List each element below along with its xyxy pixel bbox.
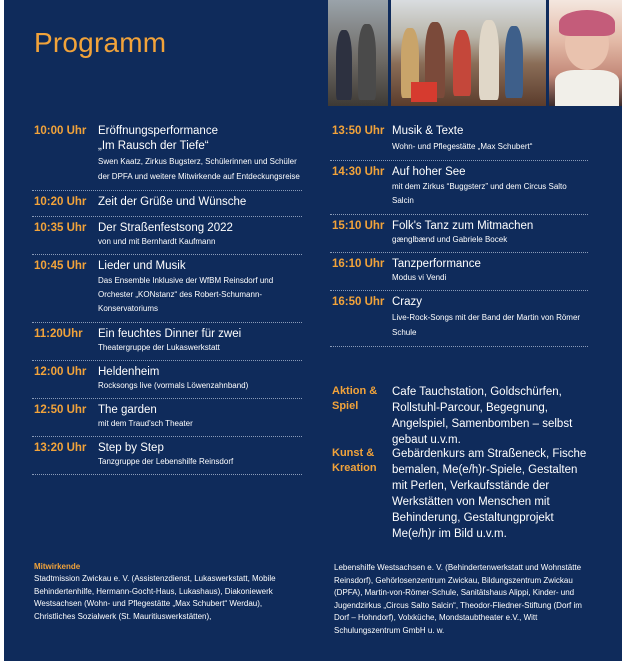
- entry-time: 10:20 Uhr: [34, 196, 87, 208]
- entry-description: Live-Rock-Songs mit der Band der Martin von Römer Schule: [392, 313, 581, 337]
- entry-time: 10:00 Uhr: [34, 125, 87, 137]
- schedule-entry: [32, 399, 302, 437]
- entry-title: Tanzperformance: [392, 258, 481, 270]
- entry-time: 16:10 Uhr: [332, 258, 385, 270]
- entry-title: Zeit der Grüße und Wünsche: [98, 196, 247, 208]
- schedule-entry: [330, 253, 588, 291]
- schedule-entry: [32, 361, 302, 399]
- kunst-label: Kunst & Kreation: [332, 447, 377, 474]
- entry-time: 16:50 Uhr: [332, 296, 385, 308]
- entry-subtitle: „Im Rausch der Tiefe“: [98, 140, 209, 152]
- entry-time: 12:00 Uhr: [34, 366, 87, 378]
- entry-title: Heldenheim: [98, 366, 160, 378]
- schedule-entry: [32, 217, 302, 255]
- aktion-section: [330, 384, 588, 448]
- photo-street-performers: [328, 0, 388, 106]
- mitwirkende-title: Mitwirkende: [34, 562, 81, 571]
- entry-title: Lieder und Musik: [98, 260, 186, 272]
- entry-title: The garden: [98, 404, 157, 416]
- entry-time: 12:50 Uhr: [34, 404, 87, 416]
- entry-description: mit dem Zirkus “Buggsterz” und dem Circus Salto Salcin: [392, 182, 567, 205]
- entry-title: Der Straßenfestsong 2022: [98, 222, 233, 234]
- schedule-entry: [32, 191, 302, 217]
- schedule-entry: [330, 120, 588, 161]
- entry-title: Step by Step: [98, 442, 164, 454]
- schedule-entry: [32, 323, 302, 361]
- mitwirkende-right-text: Lebenshilfe Westsachsen e. V. (Behindertenwerkstatt und Wohnstätte Reinsdorf), Gehörlosenzentrum Zwickau, Bildungszentrum Zwickau (DPFA), Martin-von-Römer-Schule, Sanitätshaus Alippi, Kinder- und Jugendzirkus „Circus Salto Salcin“, Theodor-Fliedner-Stiftung (Dorf im Dorf – Hohndorf), Volxküche, Mondstaubtheater e.V., Witt Schulungszentrum GmbH u. w.: [334, 563, 582, 635]
- schedule-left: [32, 120, 302, 475]
- entry-time: 10:45 Uhr: [34, 260, 87, 272]
- photo-face-painting: [549, 0, 622, 106]
- schedule-right: [330, 120, 588, 347]
- schedule-entry: [330, 291, 588, 347]
- entry-time: 14:30 Uhr: [332, 166, 385, 178]
- entry-description: Rocksongs live (vormals Löwenzahnband): [98, 381, 249, 390]
- entry-description: gænglbænd und Gabriele Bocek: [392, 235, 508, 244]
- schedule-entry: [32, 255, 302, 323]
- entry-time: 11:20Uhr: [34, 328, 83, 340]
- mitwirkende-left-text: Stadtmission Zwickau e. V. (Assistenzdienst, Lukaswerkstatt, Mobile Behindertenhilfe, Hermann-Gocht-Haus, Lukashaus), Diakoniewerk Westsachsen (Wohn- und Pflegestätte „Max Schubert“ Werdau), Christliches Sozialwerk (St. Mauritiuswerkstätten),: [34, 574, 276, 621]
- entry-time: 13:20 Uhr: [34, 442, 87, 454]
- entry-title: Musik & Texte: [392, 125, 464, 137]
- aktion-label: Aktion & Spiel: [332, 385, 378, 412]
- schedule-entry: [330, 215, 588, 253]
- entry-title: Auf hoher See: [392, 166, 466, 178]
- entry-description: Wohn- und Pflegestätte „Max Schubert“: [392, 142, 533, 151]
- entry-description: von und mit Bernhardt Kaufmann: [98, 237, 216, 246]
- entry-time: 15:10 Uhr: [332, 220, 385, 232]
- page-title: Programm: [34, 27, 167, 58]
- entry-description: Theatergruppe der Lukaswerkstatt: [98, 343, 220, 352]
- kunst-text: Gebärdenkurs am Straßeneck, Fische bemalen, Me(e/h)r-Spiele, Gestalten mit Perlen, Verkaufsstände der Werkstätten von Menschen mit Behinderung, Gestaltungprojekt Me(e/h)r im Bild u.v.m.: [392, 448, 587, 540]
- kunst-section: [330, 446, 588, 542]
- program-page: [4, 0, 622, 661]
- entry-description: Tanzgruppe der Lebenshilfe Reinsdorf: [98, 457, 234, 466]
- schedule-entry: [32, 120, 302, 191]
- entry-description: Das Ensemble Inklusive der WfBM Reinsdorf und Orchester „KONstanz“ des Robert-Schumann-Konservatoriums: [98, 276, 274, 313]
- photo-strip: [328, 0, 622, 106]
- entry-time: 13:50 Uhr: [332, 125, 385, 137]
- entry-time: 10:35 Uhr: [34, 222, 87, 234]
- entry-title: Eröffnungsperformance: [98, 125, 218, 137]
- entry-title: Crazy: [392, 296, 423, 308]
- schedule-entry: [330, 161, 588, 215]
- aktion-text: Cafe Tauchstation, Goldschürfen, Rollstuhl-Parcour, Begegnung, Angelspiel, Samenbomben – selbst gebaut u.v.m.: [392, 386, 573, 446]
- entry-description: mit dem Traud'sch Theater: [98, 419, 193, 428]
- photo-circus-stage: [391, 0, 546, 106]
- entry-description: Swen Kaatz, Zirkus Bugsterz, Schülerinnen und Schüler der DPFA und weitere Mitwirkende auf Entdeckungsreise: [98, 157, 300, 181]
- schedule-entry: [32, 437, 302, 475]
- entry-description: Modus vi Vendi: [392, 273, 447, 282]
- entry-title: Folk's Tanz zum Mitmachen: [392, 220, 534, 232]
- entry-title: Ein feuchtes Dinner für zwei: [98, 328, 242, 340]
